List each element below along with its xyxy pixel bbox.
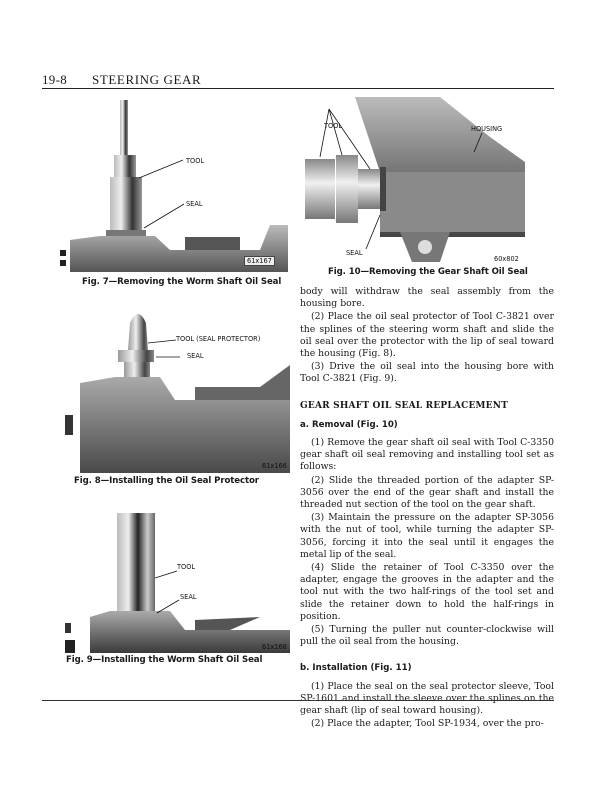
installation-step-2: (2) Place the adapter, Tool SP-1934, over the pro- [311,718,544,730]
figure-8-label-tool: TOOL (SEAL PROTECTOR) [176,335,261,343]
removal-step-3: (3) Maintain the pressure on the adapter SP-3056 with the nut of tool, while turning the adapter SP-3056, forcing it into the seal until it engages the metal lip of the seal. [300,512,554,560]
figure-8-photo [60,305,290,473]
tool-leader-line-1 [320,109,329,157]
tool-leader-line [148,340,176,343]
section-title: STEERING GEAR [92,72,202,87]
figure-10 [300,97,560,282]
figure-8-photo-code: 61x166 [262,462,287,470]
figure-7 [60,100,290,290]
figure-7-photo [60,100,290,272]
figure-7-caption: Fig. 7—Removing the Worm Shaft Oil Seal [82,277,282,287]
continued-paragraph: body will withdraw the seal assembly from the housing bore. [300,286,554,310]
page-header [42,72,554,90]
removal-step-4: (4) Slide the retainer of Tool C-3350 over the adapter, engage the grooves in the adapter and the tool nut with the two half-rings of the tool set and slide the retainer down to hold the half-rings in position. [300,562,554,622]
removal-step-2: (2) Slide the threaded portion of the adapter SP-3056 over the end of the gear shaft and install the threaded nut section of the tool on the gear shaft. [300,474,554,511]
body-text-column [300,286,554,731]
seal-leader-line [144,204,184,228]
figure-9-photo [60,505,290,653]
tool-leader-line-2 [329,109,342,155]
tool-leader-line [139,160,183,178]
subheading-installation: b. Installation (Fig. 11) [300,663,412,674]
figure-9-photo-code: 61x168 [262,643,287,651]
removal-step-1: (1) Remove the gear shaft oil seal with Tool C-3350 gear shaft oil seal removing and installing tool set as follows: [300,437,554,473]
figure-9-caption: Fig. 9—Installing the Worm Shaft Oil Seal [66,655,263,665]
removal-step-5: (5) Turning the puller nut counter-clockwise will pull the oil seal from the housing. [300,624,554,648]
figure-10-photo-code: 60x802 [494,255,519,263]
tool-leader-line [155,571,177,578]
worm-step-3: (3) Drive the oil seal into the housing bore with Tool C-3821 (Fig. 9). [300,361,554,385]
footer-rule [42,700,554,701]
figure-7-photo-code: 61x167 [244,256,275,266]
figure-10-label-tool: TOOL [324,122,343,130]
figure-9-label-seal: SEAL [180,593,197,601]
figure-10-label-seal: SEAL [346,249,363,257]
figure-10-label-housing: HOUSING [471,125,503,133]
figure-8-caption: Fig. 8—Installing the Oil Seal Protector [74,476,259,486]
installation-step-1: (1) Place the seal on the seal protector sleeve, Tool SP-1601 and install the sleeve over the splines on the gear shaft (lip of seal toward housing). [300,680,554,717]
seal-leader-line [366,215,380,249]
header-rule [42,88,554,89]
section-heading-gear-shaft: GEAR SHAFT OIL SEAL REPLACEMENT [300,400,509,411]
figure-10-caption: Fig. 10—Removing the Gear Shaft Oil Seal [328,267,528,277]
figure-8-label-seal: SEAL [187,352,204,360]
figure-9-label-tool: TOOL [177,563,196,571]
worm-step-2: (2) Place the oil seal protector of Tool C-3821 over the splines of the steering worm shaft and slide the oil seal over the protector with the lip of seal toward the housing (Fig. 8). [300,311,554,360]
figure-7-label-seal: SEAL [186,200,203,208]
figure-9 [60,505,290,670]
figure-8 [60,305,290,490]
subheading-removal: a. Removal (Fig. 10) [300,419,398,430]
figure-7-label-tool: TOOL [186,157,205,165]
page-number: 19-8 [42,72,68,87]
